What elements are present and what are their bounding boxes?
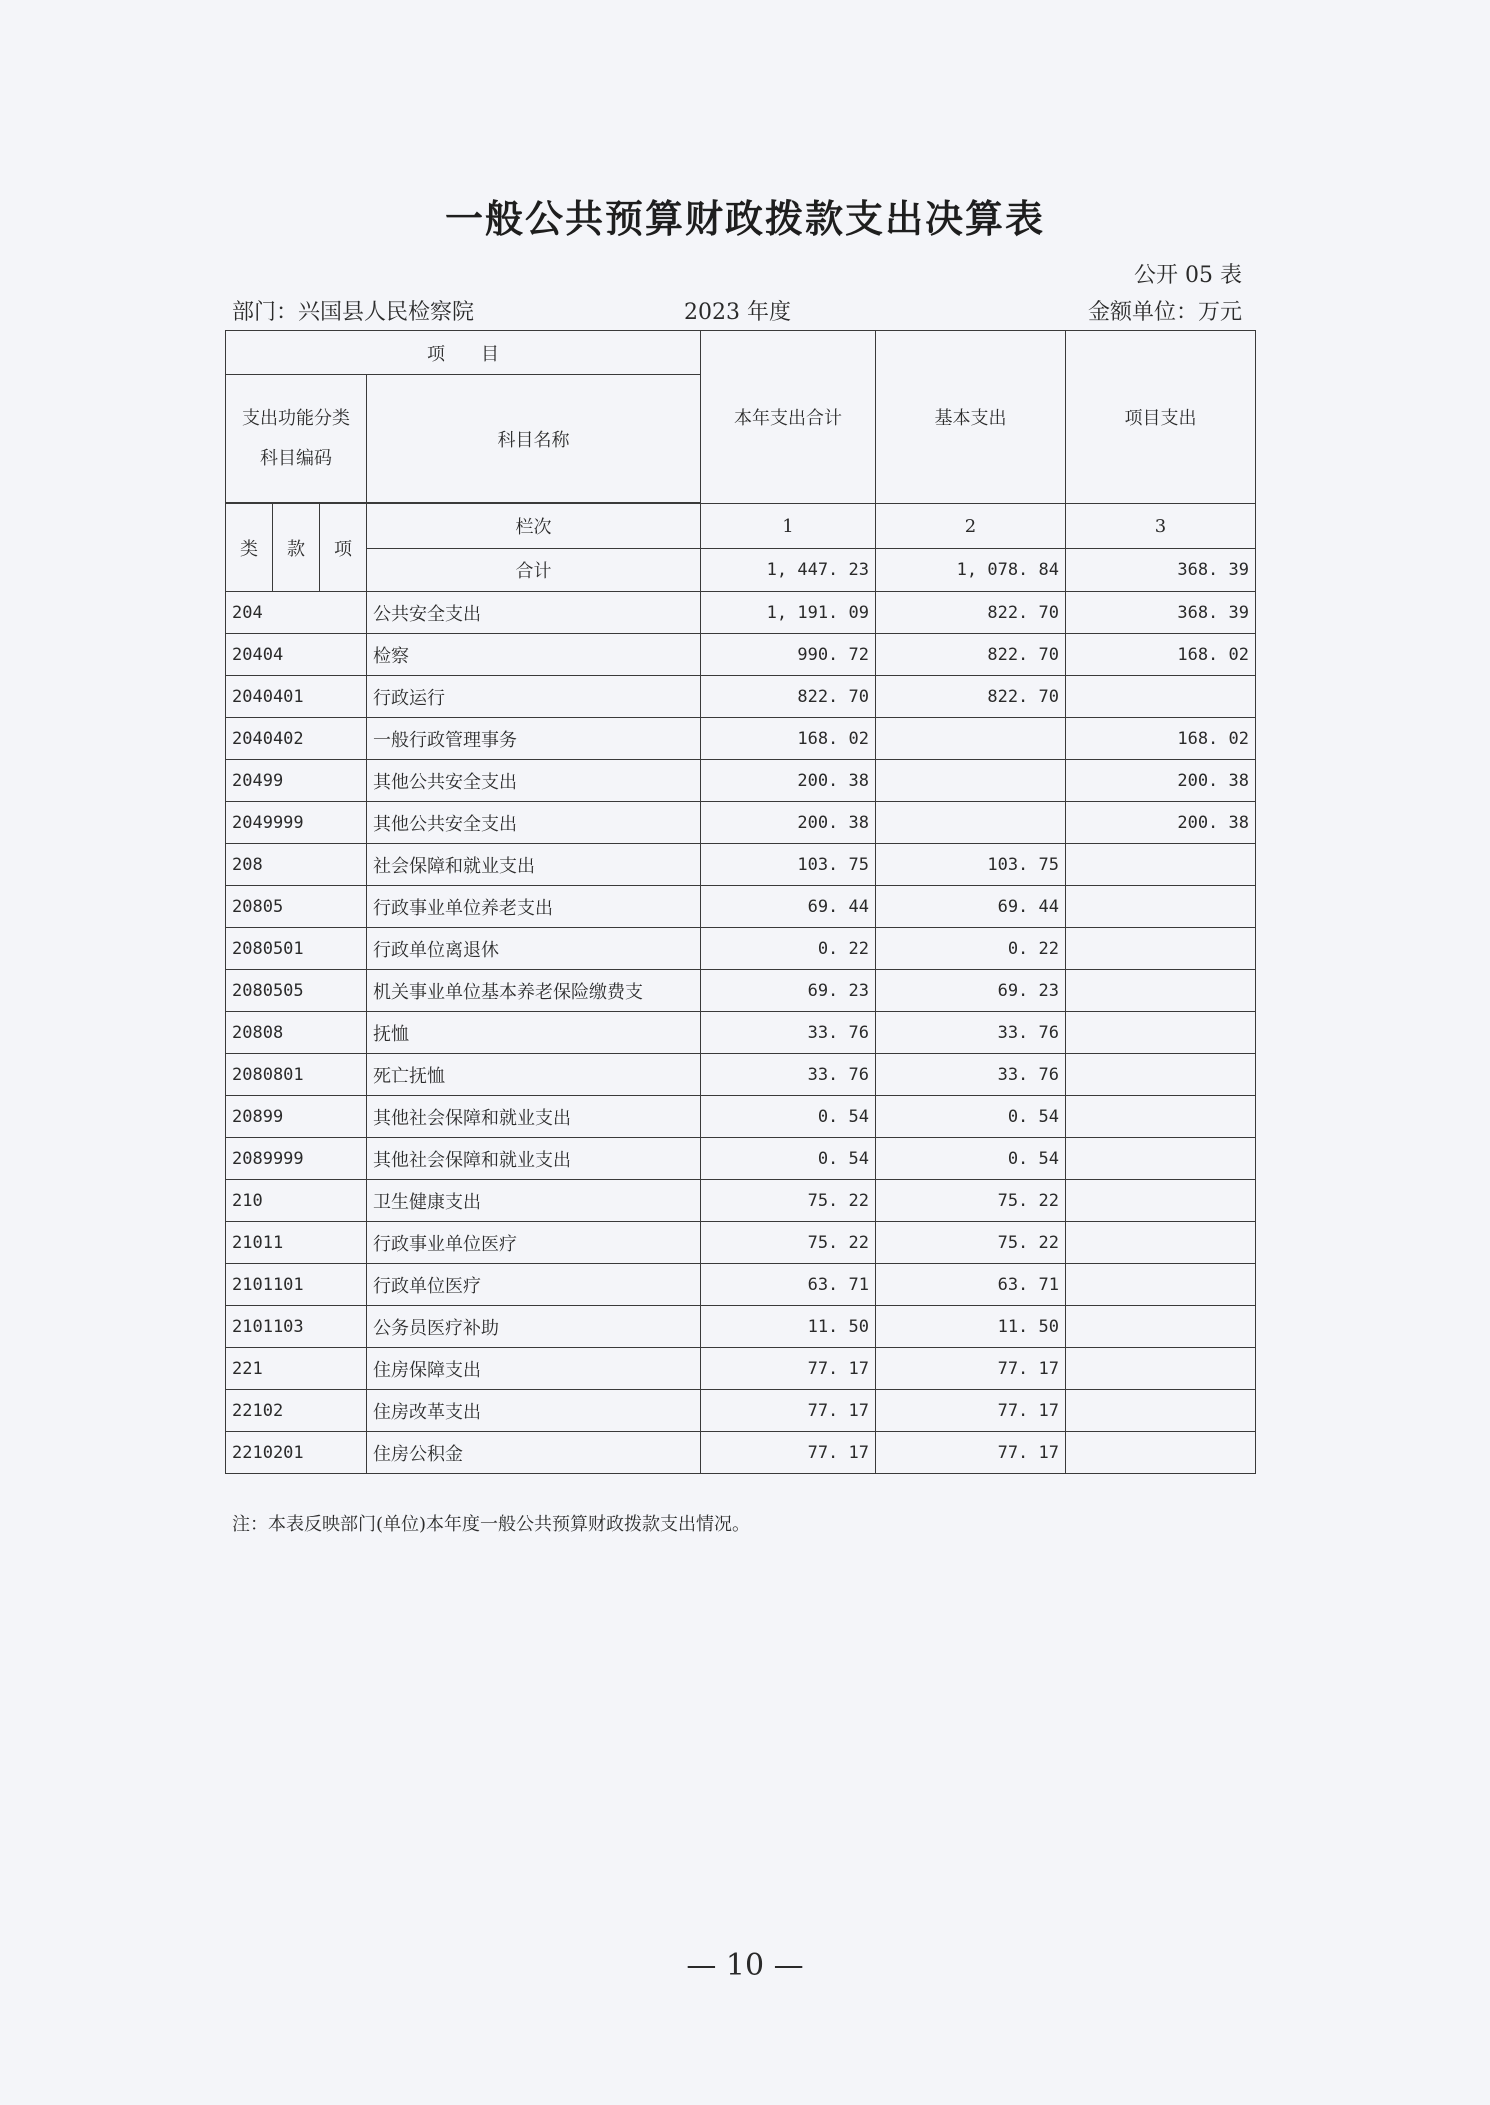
table-row bbox=[226, 1012, 1256, 1054]
row-total: 77. 17 bbox=[701, 1390, 876, 1432]
sum-total: 1, 447. 23 bbox=[701, 549, 876, 592]
col-index-2: 2 bbox=[876, 504, 1066, 549]
row-total: 33. 76 bbox=[701, 1054, 876, 1096]
row-project bbox=[1066, 1012, 1256, 1054]
col-index-3: 3 bbox=[1066, 504, 1256, 549]
row-basic: 0. 22 bbox=[876, 928, 1066, 970]
row-total: 11. 50 bbox=[701, 1306, 876, 1348]
row-project: 200. 38 bbox=[1066, 760, 1256, 802]
row-basic: 822. 70 bbox=[876, 592, 1066, 634]
row-total: 75. 22 bbox=[701, 1180, 876, 1222]
row-total: 200. 38 bbox=[701, 760, 876, 802]
row-code: 20899 bbox=[226, 1096, 367, 1138]
row-name: 卫生健康支出 bbox=[367, 1180, 701, 1222]
row-name: 机关事业单位基本养老保险缴费支 bbox=[367, 970, 701, 1012]
row-basic: 0. 54 bbox=[876, 1138, 1066, 1180]
row-name: 行政单位医疗 bbox=[367, 1264, 701, 1306]
sum-row bbox=[226, 549, 1256, 592]
row-project: 200. 38 bbox=[1066, 802, 1256, 844]
table-number: 公开 05 表 bbox=[1134, 263, 1242, 288]
col-index-1: 1 bbox=[701, 504, 876, 549]
row-project bbox=[1066, 1264, 1256, 1306]
row-project: 368. 39 bbox=[1066, 592, 1256, 634]
row-basic: 822. 70 bbox=[876, 676, 1066, 718]
header-total: 本年支出合计 bbox=[701, 331, 876, 504]
row-code: 2040401 bbox=[226, 676, 367, 718]
row-name: 公务员医疗补助 bbox=[367, 1306, 701, 1348]
row-name: 其他社会保障和就业支出 bbox=[367, 1096, 701, 1138]
row-basic: 69. 23 bbox=[876, 970, 1066, 1012]
row-code: 2080505 bbox=[226, 970, 367, 1012]
row-basic: 63. 71 bbox=[876, 1264, 1066, 1306]
header-row-lanci bbox=[226, 504, 1256, 549]
row-name: 住房保障支出 bbox=[367, 1348, 701, 1390]
table-row bbox=[226, 592, 1256, 634]
row-project bbox=[1066, 1306, 1256, 1348]
row-code: 204 bbox=[226, 592, 367, 634]
table-row bbox=[226, 1138, 1256, 1180]
row-total: 33. 76 bbox=[701, 1012, 876, 1054]
row-code: 20499 bbox=[226, 760, 367, 802]
row-project bbox=[1066, 970, 1256, 1012]
row-code: 2089999 bbox=[226, 1138, 367, 1180]
row-basic bbox=[876, 760, 1066, 802]
row-total: 990. 72 bbox=[701, 634, 876, 676]
row-project bbox=[1066, 886, 1256, 928]
table-row bbox=[226, 1432, 1256, 1474]
table-row bbox=[226, 760, 1256, 802]
row-total: 168. 02 bbox=[701, 718, 876, 760]
row-code: 20805 bbox=[226, 886, 367, 928]
header-kuan: 款 bbox=[273, 504, 320, 592]
row-total: 1, 191. 09 bbox=[701, 592, 876, 634]
row-basic: 77. 17 bbox=[876, 1432, 1066, 1474]
row-project bbox=[1066, 676, 1256, 718]
table-row bbox=[226, 718, 1256, 760]
table-row bbox=[226, 928, 1256, 970]
row-code: 21011 bbox=[226, 1222, 367, 1264]
table-row bbox=[226, 970, 1256, 1012]
row-total: 0. 22 bbox=[701, 928, 876, 970]
footnote: 注：本表反映部门(单位)本年度一般公共预算财政拨款支出情况。 bbox=[232, 1514, 751, 1535]
header-code-group: 支出功能分类科目编码 bbox=[226, 375, 367, 503]
row-total: 69. 23 bbox=[701, 970, 876, 1012]
row-code: 20404 bbox=[226, 634, 367, 676]
row-project bbox=[1066, 844, 1256, 886]
row-total: 63. 71 bbox=[701, 1264, 876, 1306]
header-project: 项目支出 bbox=[1066, 331, 1256, 504]
row-project bbox=[1066, 1222, 1256, 1264]
row-basic: 75. 22 bbox=[876, 1222, 1066, 1264]
row-name: 住房公积金 bbox=[367, 1432, 701, 1474]
page-title: 一般公共预算财政拨款支出决算表 bbox=[444, 197, 1045, 241]
sum-label: 合计 bbox=[367, 549, 701, 592]
row-total: 103. 75 bbox=[701, 844, 876, 886]
department-label: 部门：兴国县人民检察院 bbox=[232, 300, 475, 325]
row-name: 行政单位离退休 bbox=[367, 928, 701, 970]
row-basic: 77. 17 bbox=[876, 1348, 1066, 1390]
header-lei: 类 bbox=[226, 504, 273, 592]
row-basic: 33. 76 bbox=[876, 1012, 1066, 1054]
row-basic: 822. 70 bbox=[876, 634, 1066, 676]
row-name: 一般行政管理事务 bbox=[367, 718, 701, 760]
header-basic: 基本支出 bbox=[876, 331, 1066, 504]
row-name: 死亡抚恤 bbox=[367, 1054, 701, 1096]
row-project bbox=[1066, 1432, 1256, 1474]
table-row bbox=[226, 802, 1256, 844]
table-row bbox=[226, 1096, 1256, 1138]
row-name: 抚恤 bbox=[367, 1012, 701, 1054]
row-project bbox=[1066, 1348, 1256, 1390]
row-name: 住房改革支出 bbox=[367, 1390, 701, 1432]
row-project bbox=[1066, 928, 1256, 970]
row-basic: 103. 75 bbox=[876, 844, 1066, 886]
row-project bbox=[1066, 1054, 1256, 1096]
table-row bbox=[226, 1180, 1256, 1222]
row-name: 行政事业单位养老支出 bbox=[367, 886, 701, 928]
row-total: 69. 44 bbox=[701, 886, 876, 928]
row-name: 检察 bbox=[367, 634, 701, 676]
row-code: 210 bbox=[226, 1180, 367, 1222]
sum-project: 368. 39 bbox=[1066, 549, 1256, 592]
table-row bbox=[226, 1306, 1256, 1348]
row-name: 行政运行 bbox=[367, 676, 701, 718]
row-total: 77. 17 bbox=[701, 1348, 876, 1390]
row-name: 行政事业单位医疗 bbox=[367, 1222, 701, 1264]
row-project bbox=[1066, 1180, 1256, 1222]
row-basic: 75. 22 bbox=[876, 1180, 1066, 1222]
row-name: 社会保障和就业支出 bbox=[367, 844, 701, 886]
row-total: 77. 17 bbox=[701, 1432, 876, 1474]
amount-unit: 金额单位：万元 bbox=[1087, 300, 1242, 325]
table-row bbox=[226, 1348, 1256, 1390]
header-name: 科目名称 bbox=[367, 375, 701, 503]
row-total: 0. 54 bbox=[701, 1096, 876, 1138]
meta-row bbox=[232, 295, 1242, 325]
row-total: 75. 22 bbox=[701, 1222, 876, 1264]
row-name: 其他社会保障和就业支出 bbox=[367, 1138, 701, 1180]
row-total: 0. 54 bbox=[701, 1138, 876, 1180]
row-name: 其他公共安全支出 bbox=[367, 760, 701, 802]
header-row-item bbox=[226, 331, 1256, 375]
row-name: 公共安全支出 bbox=[367, 592, 701, 634]
table-row bbox=[226, 1390, 1256, 1432]
row-project bbox=[1066, 1138, 1256, 1180]
row-code: 2049999 bbox=[226, 802, 367, 844]
page-number: — 10 — bbox=[686, 1948, 804, 1983]
table-row bbox=[226, 676, 1256, 718]
row-project bbox=[1066, 1096, 1256, 1138]
row-project: 168. 02 bbox=[1066, 634, 1256, 676]
row-basic: 77. 17 bbox=[876, 1390, 1066, 1432]
table-row bbox=[226, 1054, 1256, 1096]
row-total: 200. 38 bbox=[701, 802, 876, 844]
header-xiang: 项 bbox=[320, 504, 367, 592]
row-code: 2080801 bbox=[226, 1054, 367, 1096]
row-basic: 0. 54 bbox=[876, 1096, 1066, 1138]
table-row bbox=[226, 1264, 1256, 1306]
row-total: 822. 70 bbox=[701, 676, 876, 718]
row-project: 168. 02 bbox=[1066, 718, 1256, 760]
row-code: 2101103 bbox=[226, 1306, 367, 1348]
row-code: 221 bbox=[226, 1348, 367, 1390]
row-code: 2101101 bbox=[226, 1264, 367, 1306]
row-project bbox=[1066, 1390, 1256, 1432]
table-row bbox=[226, 1222, 1256, 1264]
row-basic: 33. 76 bbox=[876, 1054, 1066, 1096]
header-item: 项 目 bbox=[226, 331, 701, 375]
row-code: 20808 bbox=[226, 1012, 367, 1054]
sum-basic: 1, 078. 84 bbox=[876, 549, 1066, 592]
row-basic: 69. 44 bbox=[876, 886, 1066, 928]
row-code: 208 bbox=[226, 844, 367, 886]
header-lanci: 栏次 bbox=[367, 504, 701, 549]
row-basic: 11. 50 bbox=[876, 1306, 1066, 1348]
table-row bbox=[226, 886, 1256, 928]
budget-table bbox=[225, 330, 1256, 1474]
row-basic bbox=[876, 718, 1066, 760]
row-basic bbox=[876, 802, 1066, 844]
row-code: 2040402 bbox=[226, 718, 367, 760]
row-name: 其他公共安全支出 bbox=[367, 802, 701, 844]
table-row bbox=[226, 844, 1256, 886]
row-code: 2210201 bbox=[226, 1432, 367, 1474]
row-code: 2080501 bbox=[226, 928, 367, 970]
fiscal-year: 2023 年度 bbox=[684, 300, 791, 325]
table-row bbox=[226, 634, 1256, 676]
row-code: 22102 bbox=[226, 1390, 367, 1432]
